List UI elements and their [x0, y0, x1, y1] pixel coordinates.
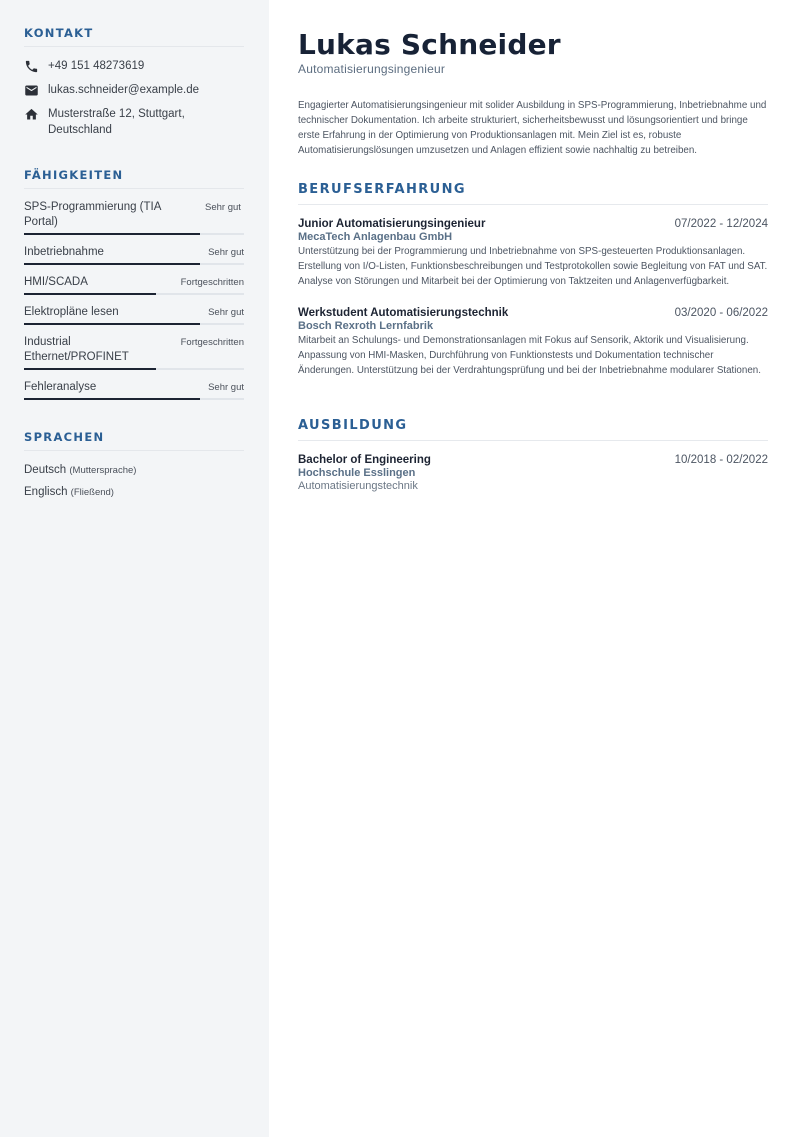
- skill-name: Industrial Ethernet/PROFINET: [24, 336, 129, 363]
- entry-field: Automatisierungstechnik: [298, 480, 418, 492]
- language-item: [24, 462, 244, 479]
- skill-bar: [24, 263, 244, 265]
- skill-item: [24, 200, 244, 235]
- entry-degree: Bachelor of Engineering: [298, 454, 431, 466]
- email-icon: [24, 82, 48, 98]
- skill-item: [24, 245, 244, 265]
- skill-item: [24, 380, 244, 400]
- skill-item: [24, 305, 244, 325]
- job-title: Automatisierungsingenieur: [298, 62, 446, 76]
- languages-heading: SPRACHEN: [24, 430, 244, 451]
- skill-bar-fill: [24, 263, 200, 265]
- skills-list: [24, 200, 244, 400]
- skill-bar: [24, 293, 244, 295]
- language-level: (Fließend): [70, 487, 114, 498]
- entry-title: Junior Automatisierungsingenieur: [298, 218, 486, 230]
- person-name: Lukas Schneider: [298, 28, 561, 61]
- entry-description: Mitarbeit an Schulungs- und Demonstrationsanlagen mit Fokus auf Sensorik, Aktorik und Visualisierung. Anpassung von HMI-Masken, Durchführung von Funktionstests und Dokumentation technischer Änderungen. Unterstützung bei der Verdrahtungsprüfung und bei der Inbetriebnahme modularer Stationen.: [298, 335, 761, 376]
- languages-section: [24, 430, 244, 501]
- home-icon: [24, 106, 48, 122]
- entry-description: Unterstützung bei der Programmierung und Inbetriebnahme von SPS-gesteuerten Produktionsanlagen. Erstellung von I/O-Listen, Funktionsbeschreibungen und Testprotokollen sowie Begleitung von FAT und SAT. Analyse von Störungen und Mitarbeit bei der Optimierung von Taktzeiten und Anlagenverfügbarkeit.: [298, 246, 768, 287]
- main-content: [269, 0, 804, 1137]
- skill-level: Fortgeschritten: [180, 337, 244, 348]
- skill-item: [24, 335, 244, 370]
- skill-bar-fill: [24, 398, 200, 400]
- skill-bar-fill: [24, 293, 156, 295]
- experience-entry: [298, 218, 768, 289]
- skill-bar: [24, 323, 244, 325]
- skill-name: Inbetriebnahme: [24, 246, 104, 258]
- skill-level: Sehr gut: [208, 382, 244, 393]
- experience-entry: [298, 307, 768, 378]
- skills-heading: FÄHIGKEITEN: [24, 168, 244, 189]
- entry-company: Bosch Rexroth Lernfabrik: [298, 320, 434, 332]
- phone-icon: [24, 58, 48, 74]
- skill-bar: [24, 368, 244, 370]
- skill-level: Sehr gut: [208, 307, 244, 318]
- education-section: [298, 418, 768, 492]
- contact-section: [24, 26, 244, 138]
- experience-section: [298, 182, 768, 378]
- entry-date: 07/2022 - 12/2024: [674, 218, 768, 230]
- skill-level: Sehr gut: [208, 247, 244, 258]
- skill-bar: [24, 398, 244, 400]
- skill-name: Elektropläne lesen: [24, 306, 119, 318]
- skill-name: Fehleranalyse: [24, 381, 97, 393]
- contact-heading: KONTAKT: [24, 26, 244, 47]
- language-name: Englisch: [24, 486, 68, 498]
- email-text[interactable]: lukas.schneider@example.de: [48, 84, 200, 96]
- education-heading: AUSBILDUNG: [298, 418, 768, 441]
- contact-phone: [24, 58, 244, 74]
- skill-level: Fortgeschritten: [180, 277, 244, 288]
- address-text: Musterstraße 12, Stuttgart, Deutschland: [48, 108, 185, 136]
- entry-title: Werkstudent Automatisierungstechnik: [298, 307, 509, 319]
- skill-bar-fill: [24, 323, 200, 325]
- skill-level: Sehr gut: [205, 202, 241, 213]
- sidebar: [0, 0, 269, 1137]
- entry-school: Hochschule Esslingen: [298, 467, 416, 479]
- skills-section: [24, 168, 244, 400]
- skill-bar-fill: [24, 368, 156, 370]
- skill-item: [24, 275, 244, 295]
- profile-summary: Engagierter Automatisierungsingenieur mit solider Ausbildung in SPS-Programmierung, Inbetriebnahme und technischer Dokumentation. Ich arbeite strukturiert, sicherheitsbewusst und lösungsorientiert und bringe erste Erfahrung in der Optimierung von Produktionsanlagen mit. Mein Ziel ist es, robuste Automatisierungslösungen umzusetzen und Anlagen effizient sowie nachhaltig zu betreiben.: [298, 100, 767, 156]
- skill-name: SPS-Programmierung (TIA Portal): [24, 201, 161, 228]
- entry-date: 10/2018 - 02/2022: [674, 454, 768, 466]
- skill-bar-fill: [24, 233, 200, 235]
- entry-company: MecaTech Anlagenbau GmbH: [298, 231, 453, 243]
- language-name: Deutsch: [24, 464, 67, 476]
- contact-address: [24, 106, 244, 138]
- skill-bar: [24, 233, 244, 235]
- contact-email: [24, 82, 244, 98]
- language-level: (Muttersprache): [69, 465, 137, 476]
- entry-date: 03/2020 - 06/2022: [674, 307, 768, 319]
- skill-name: HMI/SCADA: [24, 276, 88, 288]
- experience-heading: BERUFSERFAHRUNG: [298, 182, 768, 205]
- phone-text[interactable]: +49 151 48273619: [48, 60, 145, 72]
- education-entry: [298, 454, 768, 492]
- language-item: [24, 484, 244, 501]
